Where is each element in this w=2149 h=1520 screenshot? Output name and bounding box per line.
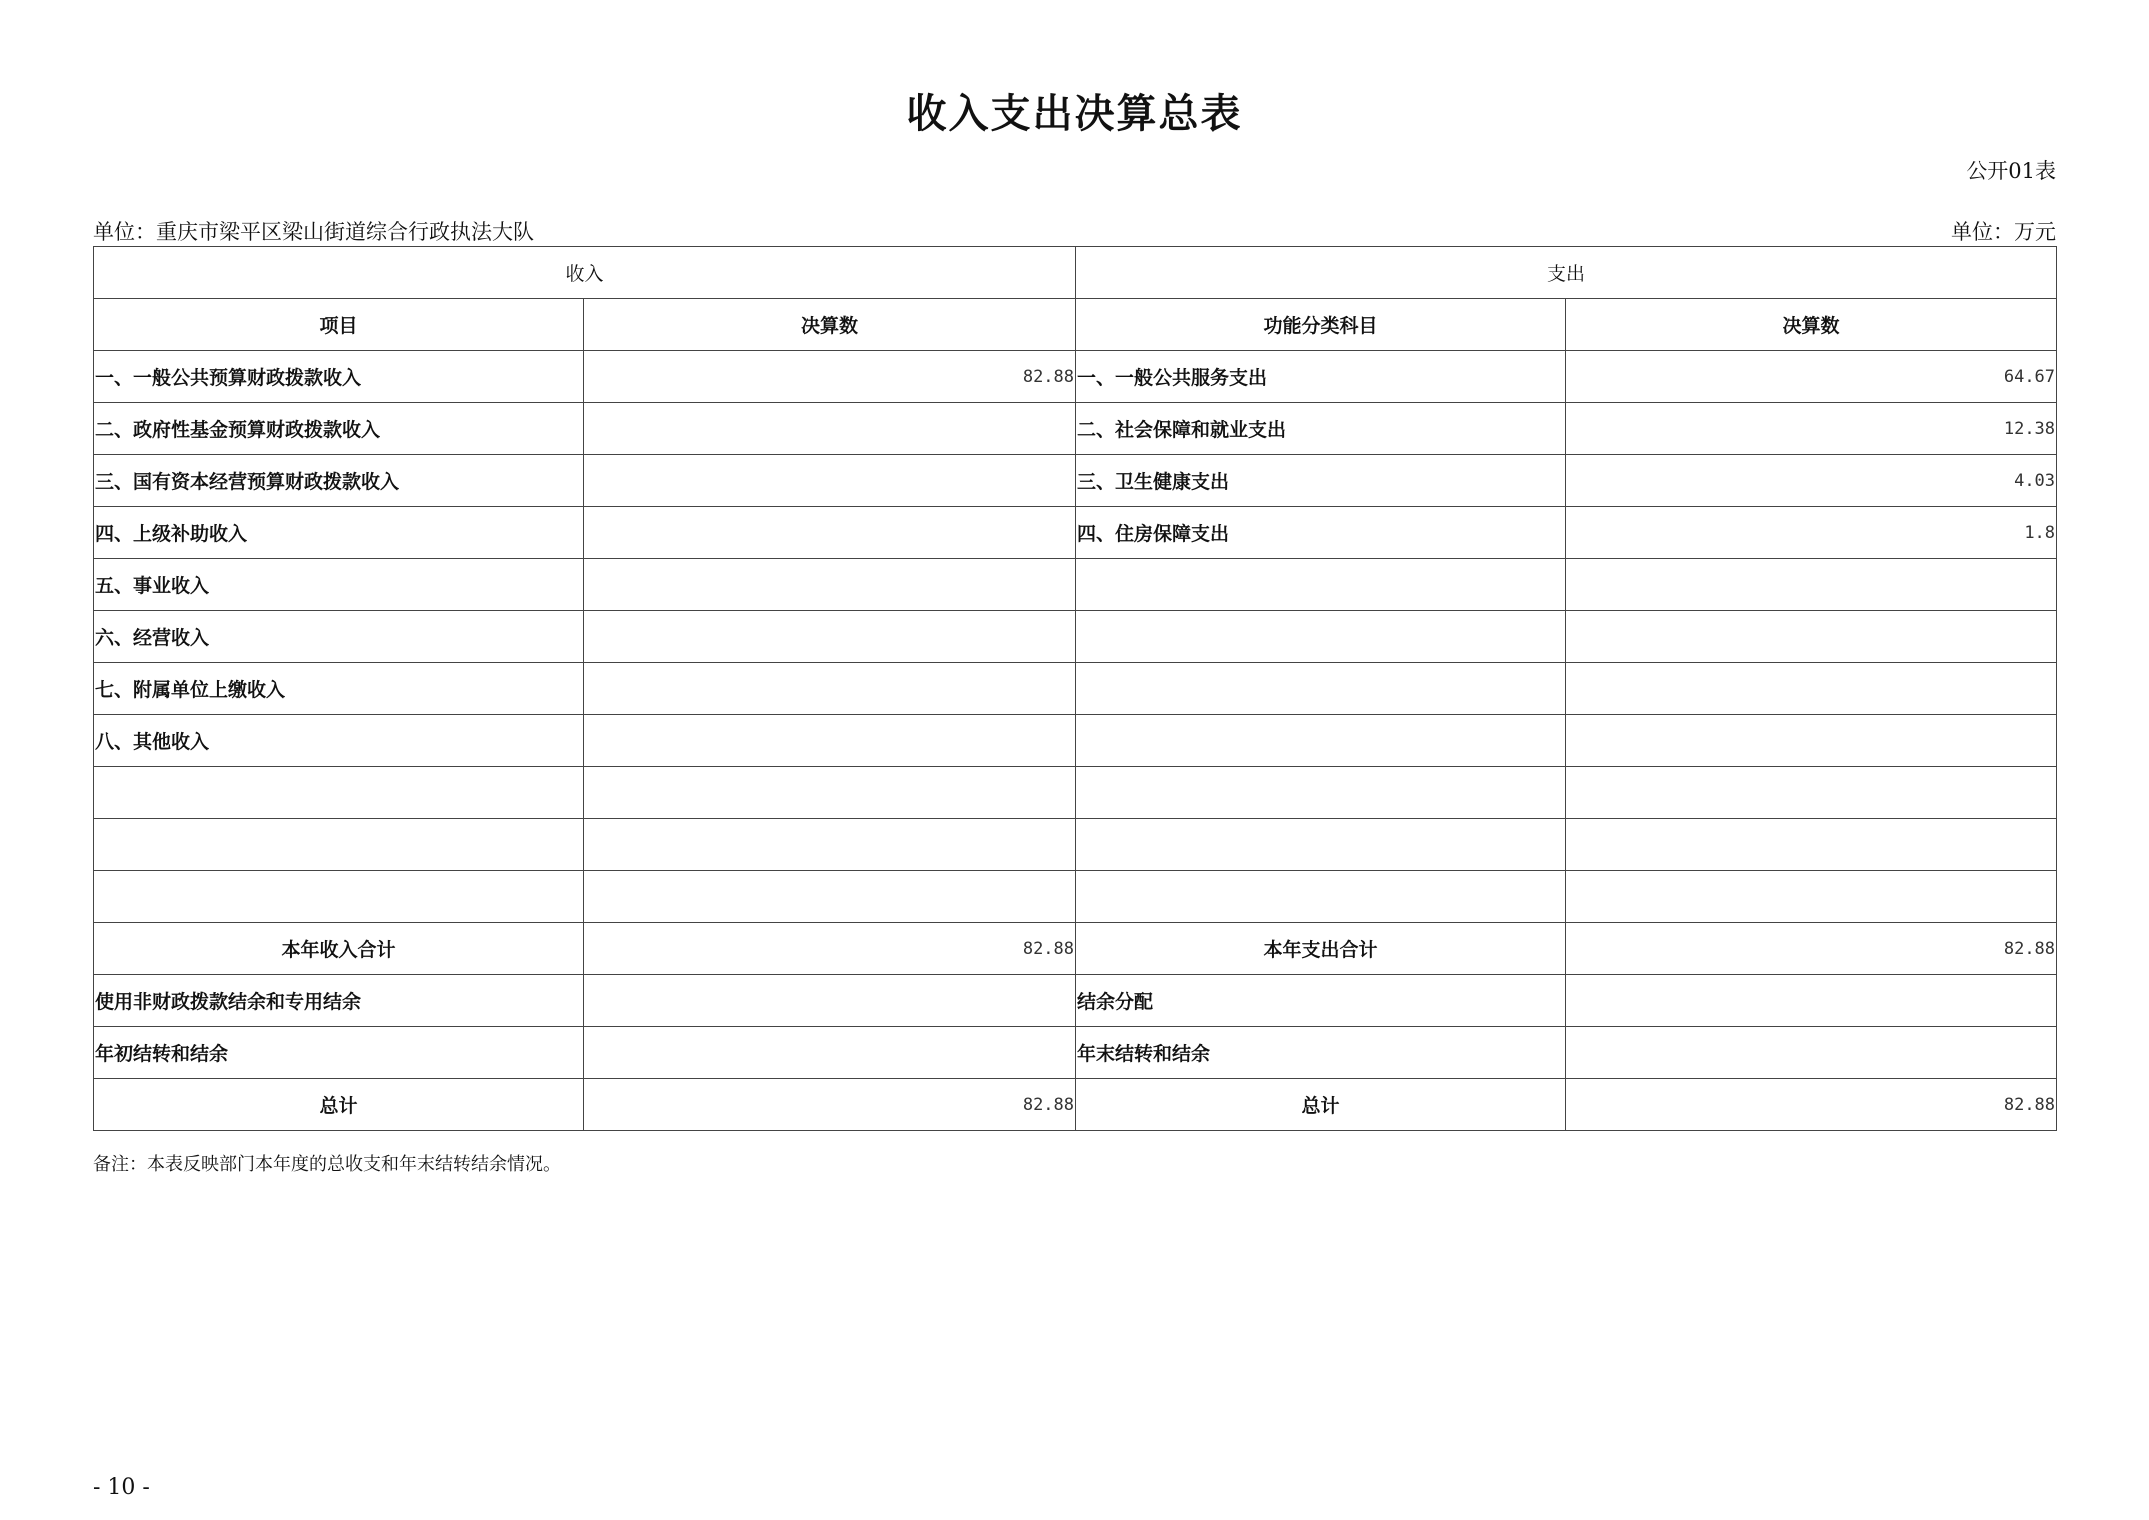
expense-amount bbox=[1566, 611, 2057, 663]
table-row bbox=[94, 403, 2057, 455]
income-amount bbox=[584, 611, 1076, 663]
expense-amount bbox=[1566, 819, 2057, 871]
income-total-amount: 82.88 bbox=[584, 1079, 1076, 1131]
table-row bbox=[94, 1027, 2057, 1079]
income-amount bbox=[584, 663, 1076, 715]
income-item: 六、经营收入 bbox=[94, 611, 584, 663]
table-row bbox=[94, 351, 2057, 403]
table-row bbox=[94, 715, 2057, 767]
income-item bbox=[94, 819, 584, 871]
income-item: 七、附属单位上缴收入 bbox=[94, 663, 584, 715]
expense-total-label: 总计 bbox=[1076, 1079, 1566, 1131]
column-header-item: 项目 bbox=[94, 299, 584, 351]
expense-item bbox=[1076, 715, 1566, 767]
income-subtotal-label: 本年收入合计 bbox=[94, 923, 584, 975]
subtotal-row bbox=[94, 923, 2057, 975]
income-item: 一、一般公共预算财政拨款收入 bbox=[94, 351, 584, 403]
expense-amount bbox=[1566, 559, 2057, 611]
income-item: 四、上级补助收入 bbox=[94, 507, 584, 559]
income-amount bbox=[584, 767, 1076, 819]
income-amount bbox=[584, 559, 1076, 611]
section-header-row bbox=[94, 247, 2057, 299]
expense-item bbox=[1076, 559, 1566, 611]
table-row bbox=[94, 871, 2057, 923]
form-number: 公开01表 bbox=[1966, 159, 2056, 183]
expense-item bbox=[1076, 819, 1566, 871]
expense-item bbox=[1076, 871, 1566, 923]
expense-amount bbox=[1566, 663, 2057, 715]
income-amount bbox=[584, 403, 1076, 455]
income-section-header: 收入 bbox=[94, 247, 1076, 299]
income-amount bbox=[584, 455, 1076, 507]
income-subtotal-amount: 82.88 bbox=[584, 923, 1076, 975]
expense-amount bbox=[1566, 871, 2057, 923]
income-amount bbox=[584, 507, 1076, 559]
income-amount bbox=[584, 871, 1076, 923]
column-header-amount: 决算数 bbox=[584, 299, 1076, 351]
income-amount bbox=[584, 715, 1076, 767]
income-amount bbox=[584, 975, 1076, 1027]
table-row bbox=[94, 975, 2057, 1027]
total-row bbox=[94, 1079, 2057, 1131]
expense-item: 年末结转和结余 bbox=[1076, 1027, 1566, 1079]
expense-amount: 12.38 bbox=[1566, 403, 2057, 455]
page-title: 收入支出决算总表 bbox=[906, 90, 1243, 137]
expense-amount: 64.67 bbox=[1566, 351, 2057, 403]
column-header-amount-expense: 决算数 bbox=[1566, 299, 2057, 351]
table-row bbox=[94, 611, 2057, 663]
expense-item: 一、一般公共服务支出 bbox=[1076, 351, 1566, 403]
income-item: 二、政府性基金预算财政拨款收入 bbox=[94, 403, 584, 455]
expense-item bbox=[1076, 611, 1566, 663]
income-item: 五、事业收入 bbox=[94, 559, 584, 611]
table-row bbox=[94, 663, 2057, 715]
income-total-label: 总计 bbox=[94, 1079, 584, 1131]
column-header-row bbox=[94, 299, 2057, 351]
income-item: 八、其他收入 bbox=[94, 715, 584, 767]
expense-amount: 1.8 bbox=[1566, 507, 2057, 559]
income-item bbox=[94, 767, 584, 819]
table-row bbox=[94, 455, 2057, 507]
table-row bbox=[94, 507, 2057, 559]
expense-amount: 4.03 bbox=[1566, 455, 2057, 507]
income-amount bbox=[584, 819, 1076, 871]
column-header-function: 功能分类科目 bbox=[1076, 299, 1566, 351]
table-row bbox=[94, 767, 2057, 819]
expense-subtotal-amount: 82.88 bbox=[1566, 923, 2057, 975]
expense-section-header: 支出 bbox=[1076, 247, 2057, 299]
income-item: 年初结转和结余 bbox=[94, 1027, 584, 1079]
expense-item: 三、卫生健康支出 bbox=[1076, 455, 1566, 507]
expense-subtotal-label: 本年支出合计 bbox=[1076, 923, 1566, 975]
expense-amount bbox=[1566, 1027, 2057, 1079]
table-note: 备注：本表反映部门本年度的总收支和年末结转结余情况。 bbox=[93, 1154, 561, 1175]
expense-item bbox=[1076, 767, 1566, 819]
income-amount: 82.88 bbox=[584, 351, 1076, 403]
expense-item: 四、住房保障支出 bbox=[1076, 507, 1566, 559]
reporting-unit: 单位：重庆市梁平区梁山街道综合行政执法大队 bbox=[93, 220, 534, 244]
income-item: 使用非财政拨款结余和专用结余 bbox=[94, 975, 584, 1027]
expense-amount bbox=[1566, 767, 2057, 819]
currency-unit: 单位：万元 bbox=[1951, 220, 2056, 244]
income-item: 三、国有资本经营预算财政拨款收入 bbox=[94, 455, 584, 507]
expense-item: 二、社会保障和就业支出 bbox=[1076, 403, 1566, 455]
page-number: - 10 - bbox=[93, 1475, 150, 1500]
expense-item bbox=[1076, 663, 1566, 715]
expense-item: 结余分配 bbox=[1076, 975, 1566, 1027]
table-row bbox=[94, 819, 2057, 871]
expense-amount bbox=[1566, 975, 2057, 1027]
income-amount bbox=[584, 1027, 1076, 1079]
expense-amount bbox=[1566, 715, 2057, 767]
table-row bbox=[94, 559, 2057, 611]
expense-total-amount: 82.88 bbox=[1566, 1079, 2057, 1131]
budget-summary-table bbox=[93, 246, 2057, 1131]
income-item bbox=[94, 871, 584, 923]
